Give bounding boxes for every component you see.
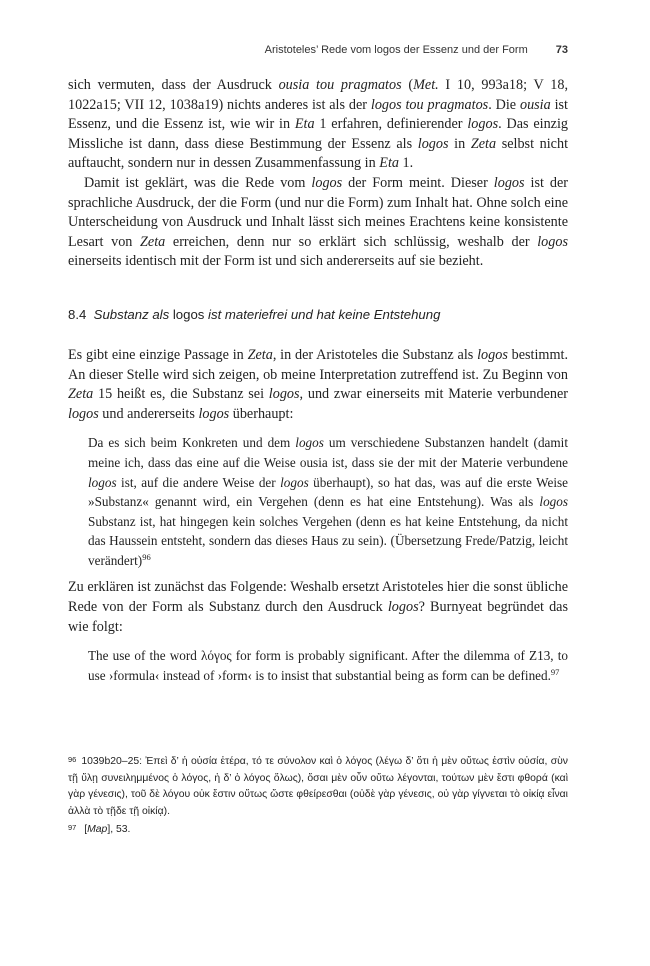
footnote-97: 97 [Map], 53. (68, 823, 131, 835)
paragraph-2: Damit ist geklärt, was die Rede vom logos der Form meint. Dieser logos ist der sprachliche Ausdruck, der die Form (und nur die Form) zum Inhalt hat. Ohne solch eine Unterscheidung von Ausdruck und Inhalt lässt sich meines Erachtens keine konsistente Lesart von Zeta erreichen, denn nur so erklärt sich schlüssig, weshalb der logos einerseits identisch mit der Form ist und sich andererseits auf sie bezieht. (68, 174, 569, 270)
paragraph-3: Es gibt eine einzige Passage in Zeta, in der Aristoteles die Substanz als logos bestimmt. An dieser Stelle wird sich zeigen, ob meine Interpretation zutreffend ist. Zu Beginn von Zeta 15 heißt es, die Substanz sei logos, und zwar einerseits mit Materie verbundener logos und andererseits logos überhaupt: (68, 346, 569, 422)
main-text (68, 76, 568, 693)
block-quote-2: The use of the word λόγος for form is probably significant. After the dilemma of Z13, to use ›formula‹ instead of ›form‹ is to insist that substantial being as form can be defined.$^{97}$ (88, 648, 568, 683)
footnote-96 (68, 752, 568, 820)
section-heading: 8.4 Substanz als logos ist materiefrei und hat keine Entstehung (68, 306, 441, 322)
footnote-mark: 97 (68, 823, 77, 832)
footnote-citation: Map (87, 824, 108, 835)
footnote-text: 1039b20–25: Ἐπεὶ δ’ ἡ οὐσία ἑτέρα, τό τε σύνολον καὶ ὁ λόγος (λέγω δ’ ὅτι ἡ μὲν οὕτως ἐστὶν οὐσία, σὺν τῇ ὕλῃ συνειλημμένος ὁ λόγος, ἡ δ’ ὁ λόγος ὅλως), ὅσαι μὲν οὖν οὕτω λέγονται, τούτων μὲν ἔστι φθορά (καὶ γὰρ γένεσις), τοῦ δὲ λόγου οὐκ ἔστιν οὕτως ὥστε φθείρεσθαι (οὐδὲ γὰρ γένεσις, οὐ γὰρ γίγνεται τὸ οἰκίᾳ εἶναι ἀλλὰ τὸ τῇδε τῇ οἰκίᾳ). (68, 756, 568, 817)
section-number: 8.4 (68, 306, 87, 322)
running-header (68, 44, 568, 56)
footnote-ref-97[interactable]: 97 (550, 666, 560, 677)
running-title: Aristoteles’ Rede vom logos der Essenz und der Form (264, 44, 528, 56)
footnote-ref-96[interactable]: 96 (142, 551, 151, 562)
paragraph-4: Zu erklären ist zunächst das Folgende: Weshalb ersetzt Aristoteles hier die sonst übliche Rede von der Form als Substanz durch den Ausdruck logos? Burnyeat begründet das wie folgt: (68, 579, 568, 635)
footnote-mark: 96 (68, 755, 77, 764)
block-quote-1: Da es sich beim Konkreten und dem logos um verschiedene Substanzen handelt (damit meine ich, dass das eine auf die Weise ousia ist, dass sie der mit der Materie verbundene logos ist, auf die andere Weise der logos überhaupt), so hat das, was auf die erste Weise »Substanz« genannt wird, ein Vergehen (denn es hat eine Entstehung). Was als logos Substanz ist, hat hingegen kein solches Vergehen (denn es hat keine Entstehung, da nicht das Haussein entsteht, sondern das dieses Haus zu sein). (Übersetzung Frede/Patzig, leicht verändert)$^{96}$ (88, 435, 568, 568)
footnotes (68, 752, 568, 839)
paragraph-1: sich vermuten, dass der Ausdruck ousia tou pragmatos (Met. I 10, 993a18; V 18, 1022a15; VII 12, 1038a19) nichts anderes ist als der logos tou pragmatos. Die ousia ist Essenz, und die Essenz ist, wie wir in Eta 1 erfahren, definierender logos. Das einzig Missliche ist dann, dass diese Bestimmung der Essenz als logos in Zeta selbst nicht auftaucht, sondern nur in dessen Zusammenfassung in Eta 1. (68, 77, 569, 172)
page-number: 73 (555, 44, 568, 56)
